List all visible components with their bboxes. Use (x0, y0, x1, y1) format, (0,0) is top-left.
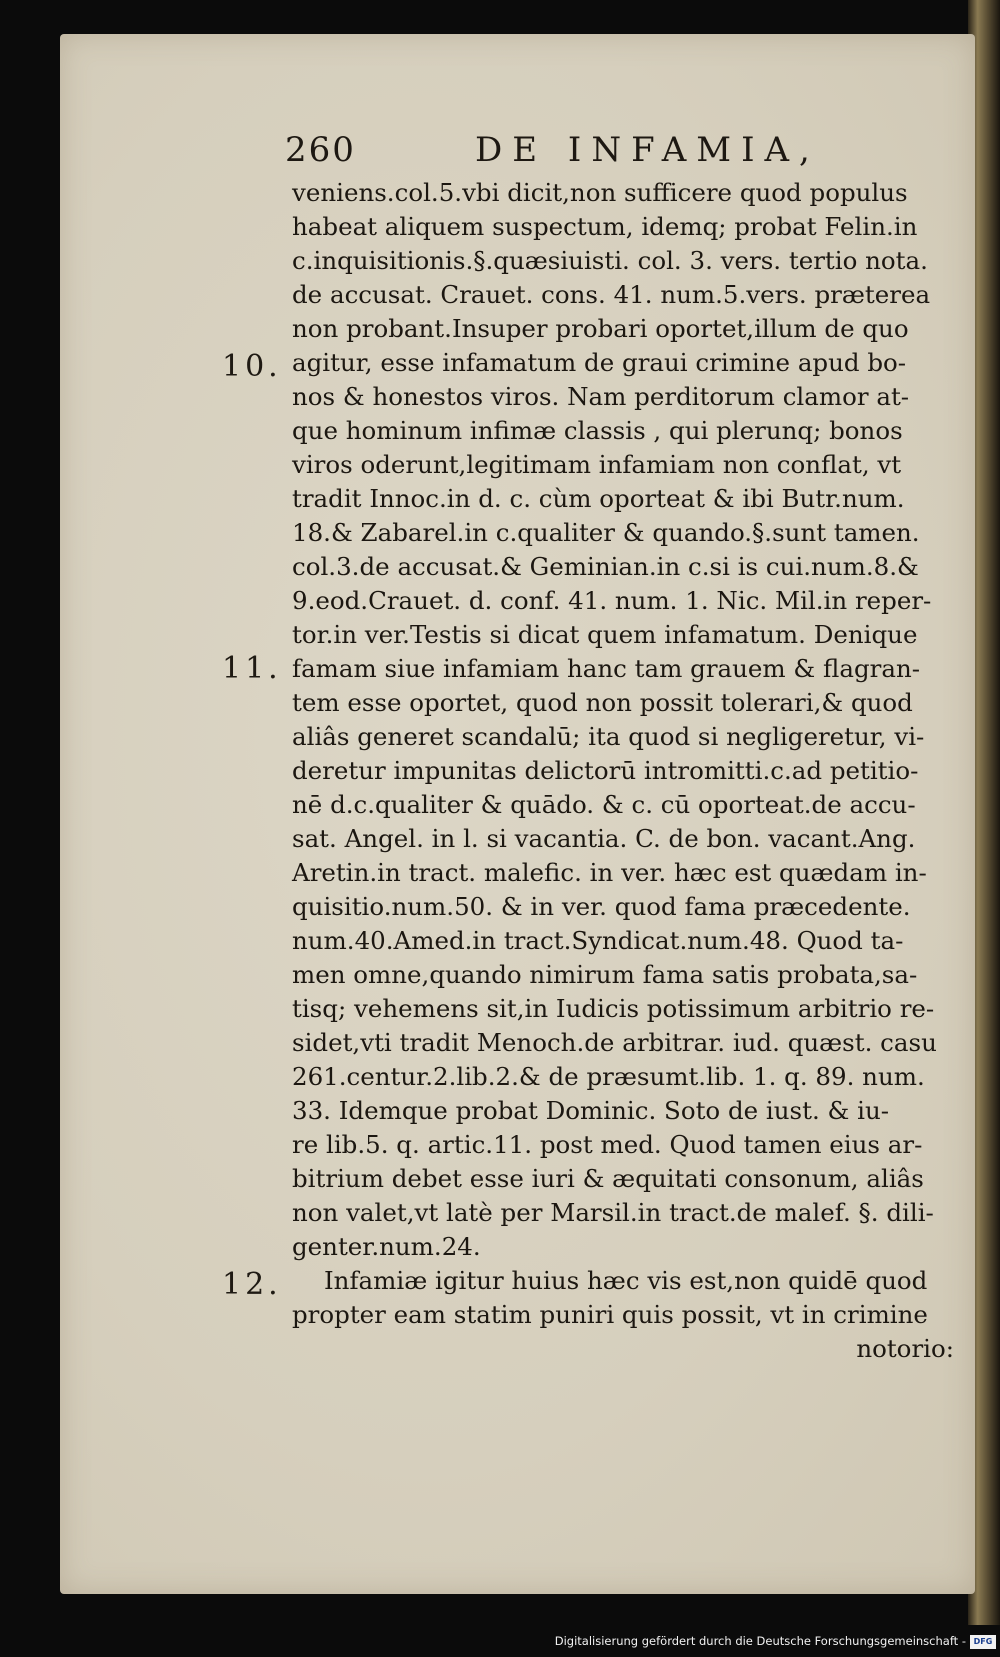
text-line: Aretin.in tract. malefic. in ver. hæc est quædam in- (292, 858, 927, 887)
text-line: re lib.5. q. artic.11. post med. Quod tamen eius ar- (292, 1130, 923, 1159)
text-line: habeat aliquem suspectum, idemq; probat Felin.in (292, 212, 918, 241)
marginal-number-10: 10. (222, 349, 282, 384)
text-line: deretur impunitas delictorū intromitti.c.ad petitio- (292, 756, 919, 785)
text-line: viros oderunt,legitimam infamiam non conflat, vt (292, 450, 902, 479)
text-line: Infamiæ igitur huius hæc vis est,non quidē quod (324, 1266, 928, 1295)
text-line: bitrium debet esse iuri & æquitati consonum, aliâs (292, 1164, 924, 1193)
text-line: c.inquisitionis.§.quæsiuisti. col. 3. vers. tertio nota. (292, 246, 928, 275)
text-line: agitur, esse infamatum de graui crimine apud bo- (292, 348, 907, 377)
page-number: 260 (285, 130, 356, 170)
text-line: nē d.c.qualiter & quādo. & c. cū oporteat.de accu- (292, 790, 916, 819)
text-line: 261.centur.2.lib.2.& de præsumt.lib. 1. q. 89. num. (292, 1062, 925, 1091)
footer-bar (0, 1625, 1000, 1657)
text-line: sidet,vti tradit Menoch.de arbitrar. iud. quæst. casu (292, 1028, 937, 1057)
text-line: tor.in ver.Testis si dicat quem infamatum. Denique (292, 620, 918, 649)
running-title: DE INFAMIA, (475, 130, 820, 170)
text-line: famam siue infamiam hanc tam grauem & flagran- (292, 654, 921, 683)
text-line: tem esse oportet, quod non possit tolerari,& quod (292, 688, 913, 717)
text-line: num.40.Amed.in tract.Syndicat.num.48. Quod ta- (292, 926, 904, 955)
text-line: de accusat. Crauet. cons. 41. num.5.vers. præterea (292, 280, 931, 309)
text-line: 18.& Zabarel.in c.qualiter & quando.§.sunt tamen. (292, 518, 920, 547)
body-text (292, 176, 962, 1366)
footer-credit: Digitalisierung gefördert durch die Deutsche Forschungsgemeinschaft - (554, 1634, 966, 1648)
text-line: men omne,quando nimirum fama satis probata,sa- (292, 960, 918, 989)
text-line: aliâs generet scandalū; ita quod si negligeretur, vi- (292, 722, 925, 751)
text-line: non valet,vt latè per Marsil.in tract.de malef. §. dili- (292, 1198, 934, 1227)
page-header (285, 130, 835, 174)
text-line: nos & honestos viros. Nam perditorum clamor at- (292, 382, 910, 411)
text-line: 9.eod.Crauet. d. conf. 41. num. 1. Nic. Mil.in reper- (292, 586, 932, 615)
text-line: propter eam statim puniri quis possit, vt in crimine (292, 1300, 928, 1329)
text-line: quisitio.num.50. & in ver. quod fama præcedente. (292, 892, 911, 921)
text-line: tisq; vehemens sit,in Iudicis potissimum arbitrio re- (292, 994, 935, 1023)
text-line: tradit Innoc.in d. c. cùm oporteat & ibi Butr.num. (292, 484, 905, 513)
dfg-logo: DFG (970, 1635, 996, 1649)
text-line: veniens.col.5.vbi dicit,non sufficere quod populus (292, 178, 908, 207)
text-line: col.3.de accusat.& Geminian.in c.si is cui.num.8.& (292, 552, 919, 581)
text-line: sat. Angel. in l. si vacantia. C. de bon. vacant.Ang. (292, 824, 916, 853)
text-line: genter.num.24. (292, 1232, 481, 1261)
marginal-number-12: 12. (222, 1267, 282, 1302)
text-line: que hominum infimæ classis , qui plerunq; bonos (292, 416, 903, 445)
catchword: notorio: (856, 1334, 954, 1363)
text-line: 33. Idemque probat Dominic. Soto de iust. & iu- (292, 1096, 890, 1125)
text-line: non probant.Insuper probari oportet,illum de quo (292, 314, 909, 343)
marginal-number-11: 11. (222, 651, 282, 686)
